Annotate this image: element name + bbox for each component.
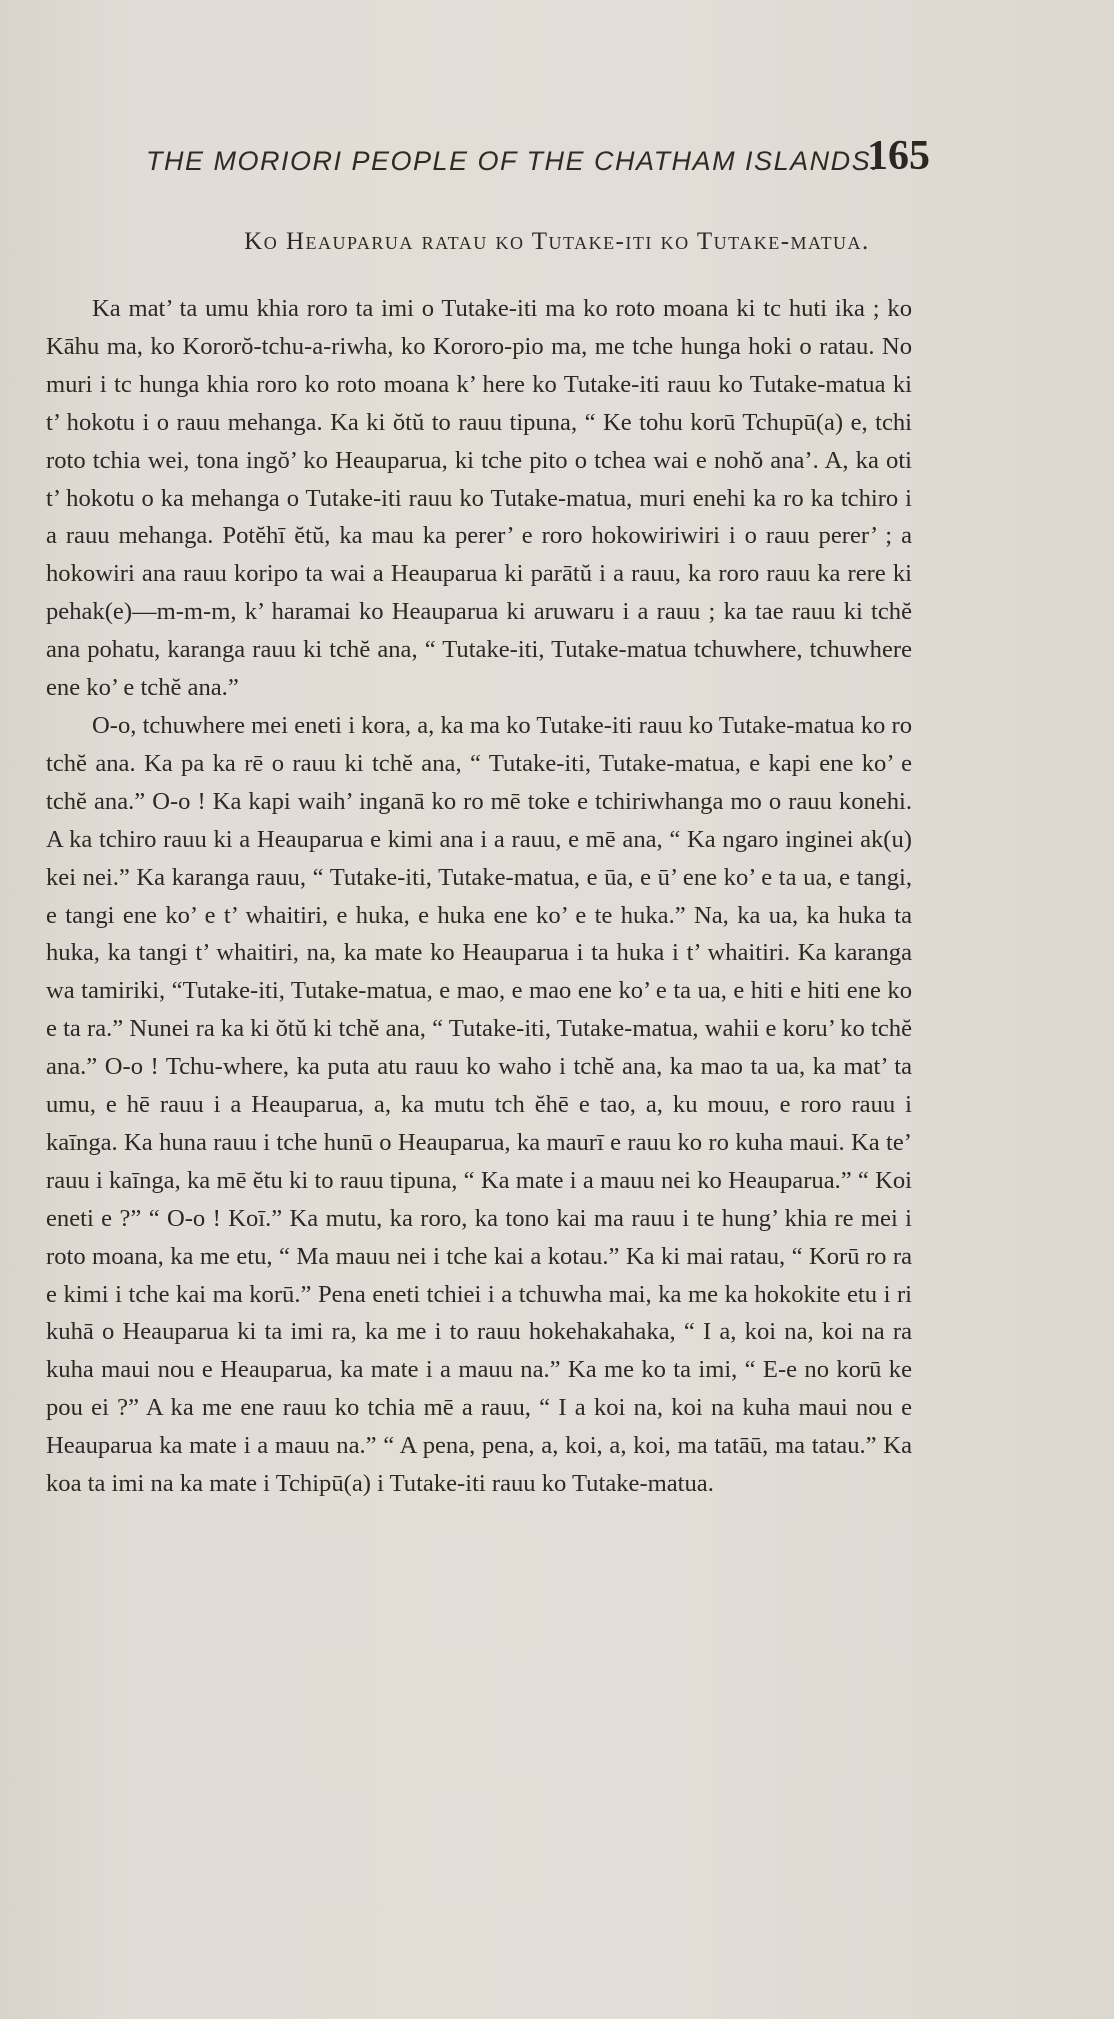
running-head xyxy=(146,132,936,192)
running-title: THE MORIORI PEOPLE OF THE CHATHAM ISLANDS. xyxy=(146,146,881,176)
paragraph: Ka mat’ ta umu khia roro ta imi o Tutake-iti ma ko roto moana ki tc huti ika ; ko Kāhu ma, ko Kororŏ-tchu-a-riwha, ko Kororo-pio ma, me tche hunga hoki o ratau. No muri i tc hunga khia roro ko roto moana k’ here ko Tutake-iti rauu ko Tutake-matua ki t’ hokotu i o rauu mehanga. Ka ki ŏtŭ to rauu tipuna, “ Ke tohu korū Tchupū(a) e, tchi roto tchia wei, tona ingŏ’ ko Heauparua, ki tche pito o tchea wai e nohŏ ana’. A, ka oti t’ hokotu o ka mehanga o Tutake-iti rauu ko Tutake-matua, muri enehi ka ro ka tchiro i a rauu mehanga. Potĕhī ĕtŭ, ka mau ka perer’ e roro hokowiriwiri i o rauu perer’ ; a hokowiri ana rauu koripo ta wai a Heauparua ki parātŭ i a rauu, ka roro rauu ka rere ki pehak(e)—m-m-m, k’ haramai ko Heauparua ki aruwaru i a rauu ; ka tae rauu ki tchĕ ana pohatu, karanga rauu ki tchĕ ana, “ Tutake-iti, Tutake-matua tchuwhere, tchuwhere ene ko’ e tchĕ ana.” xyxy=(46,295,912,702)
paragraph: O-o, tchuwhere mei eneti i kora, a, ka ma ko Tutake-iti rauu ko Tutake-matua ko ro tchĕ ana. Ka pa ka rē o rauu ki tchĕ ana, “ Tutake-iti, Tutake-matua, e kapi ene ko’ e tchĕ ana.” O-o ! Ka kapi waih’ inganā ko ro mē toke e tchiriwhanga mo o rauu konehi. A ka tchiro rauu ki a Heauparua e kimi ana i a rauu, e mē ana, “ Ka ngaro inginei ak(u) kei nei.” Ka karanga rauu, “ Tutake-iti, Tutake-matua, e ūa, e ū’ ene ko’ e ta ua, e tangi, e tangi ene ko’ e t’ whaitiri, e huka, e huka ene ko’ e te huka.” Na, ka ua, ka huka ta huka, ka tangi t’ whaitiri, na, ka mate ko Heauparua i ta huka i t’ whaitiri. Ka karanga wa tamiriki, “Tutake-iti, Tutake-matua, e mao, e mao ene ko’ e ta ua, e hiti e hiti ene ko e ta ra.” Nunei ra ka ki ŏtŭ ki tchĕ ana, “ Tutake-iti, Tutake-matua, wahii e koru’ ko tchĕ ana.” O-o ! Tchu-where, ka puta atu rauu ko waho i tchĕ ana, ka mao ta ua, ka mat’ ta umu, e hē rauu i a Heauparua, a, ka mutu tch ĕhē e tao, a, ku mouu, e roro rauu i kaīnga. Ka huna rauu i tche hunū o Heauparua, ka maurī e rauu ko ro kuha maui. Ka te’ rauu i kaīnga, ka mē ĕtu ki to rauu tipuna, “ Ka mate i a mauu nei ko Heauparua.” “ Koi eneti e ?” “ O-o ! Koī.” Ka mutu, ka roro, ka tono kai ma rauu i te hung’ khia re mei i roto moana, ka me etu, “ Ma mauu nei i tche kai a kotau.” Ka ki mai ratau, “ Korū ro ra e kimi i tche kai ma korū.” Pena eneti tchiei i a tchuwha mai, ka me ka hokokite etu i ri kuhā o Heauparua ki ta imi ra, ka me i to rauu hokehakahaka, “ I a, koi na, koi na ra kuha maui nou e Heauparua, ka mate i a mauu na.” Ka me ko ta imi, “ E-e no korū ke pou ei ?” A ka me ene rauu ko tchia mē a rauu, “ I a koi na, koi na kuha maui nou e Heauparua ka mate i a mauu na.” “ A pena, pena, a, koi, a, koi, ma tatāū, ma tatau.” Ka koa ta imi na ka mate i Tchipū(a) i Tutake-iti rauu ko Tutake-matua. xyxy=(46,711,912,1498)
section-heading: Ko Heauparua ratau ko Tutake-iti ko Tutake-matua. xyxy=(244,228,870,255)
page-number: 165 xyxy=(867,133,930,179)
body-text xyxy=(46,290,912,1503)
